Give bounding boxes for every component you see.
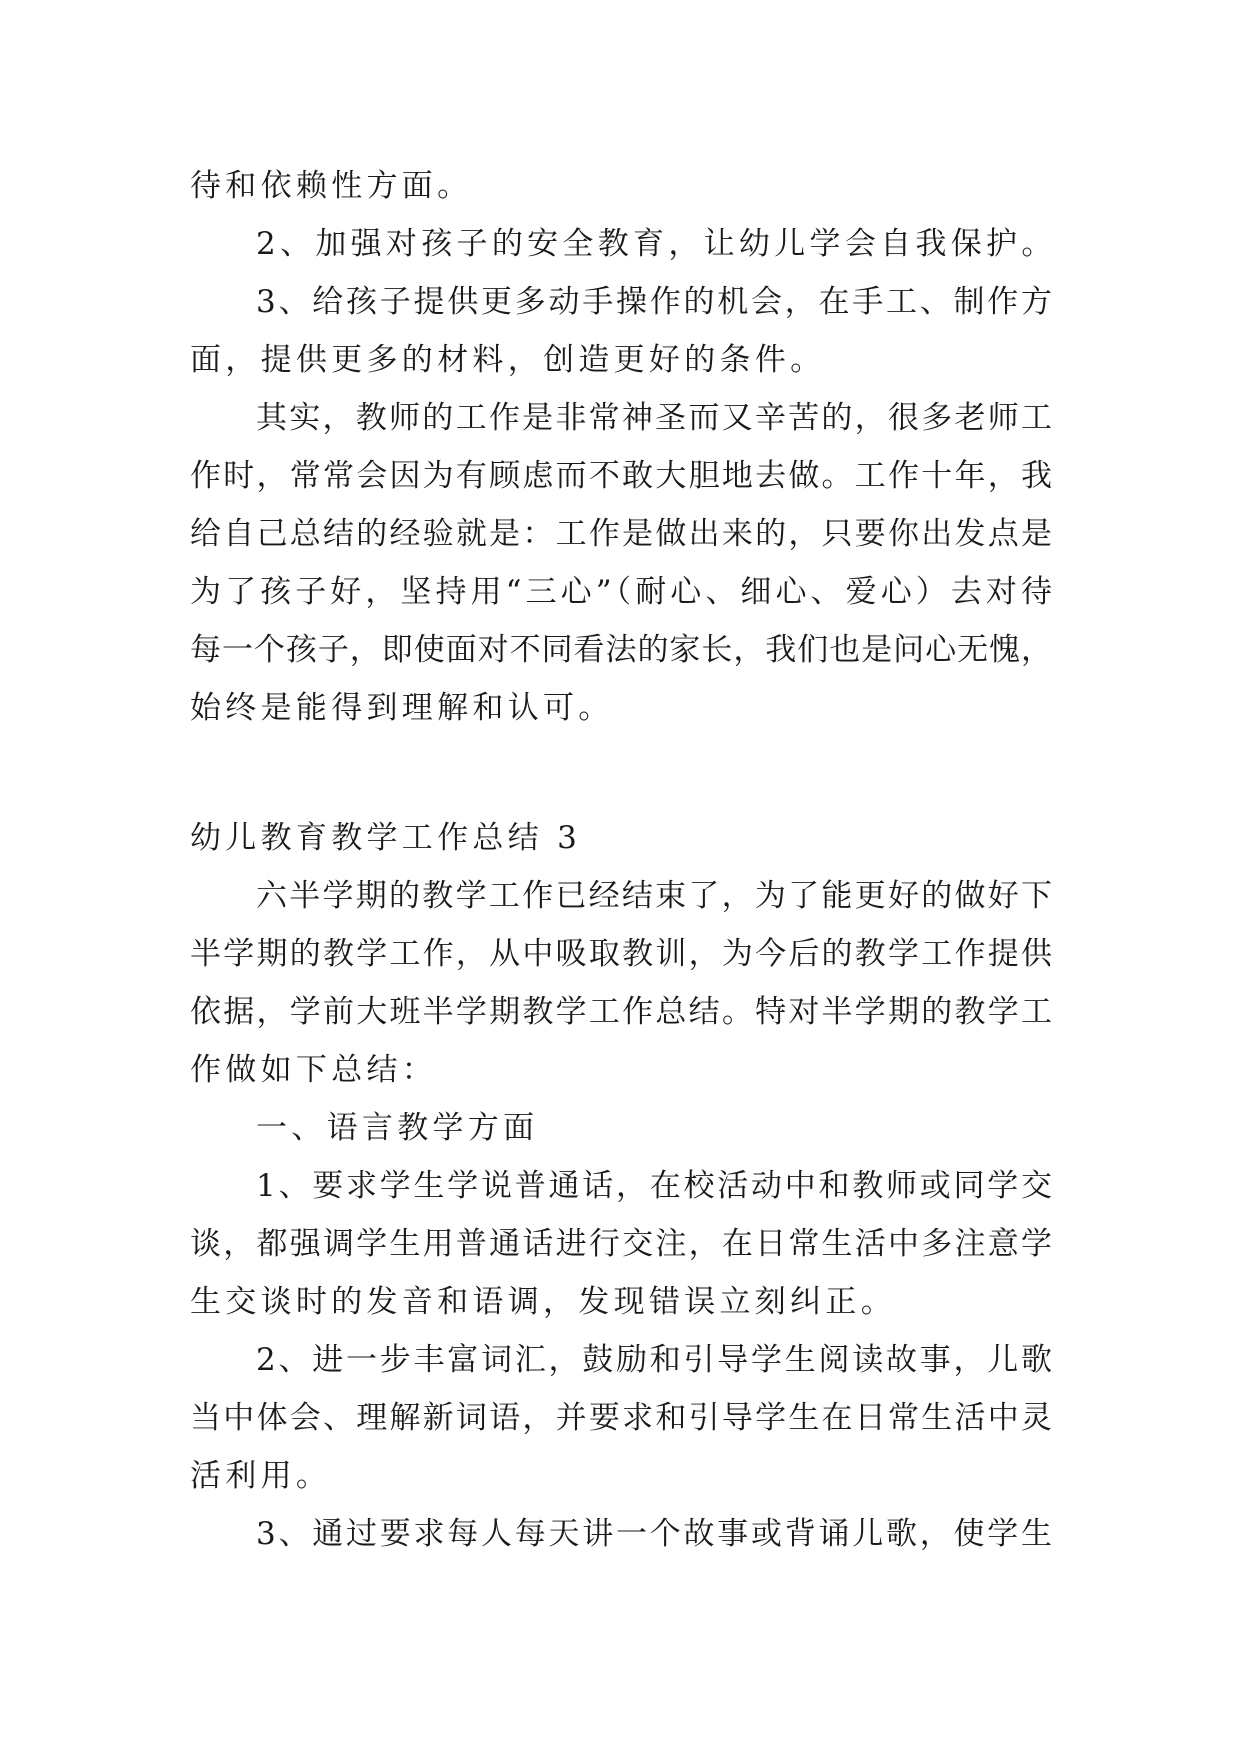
section-gap xyxy=(190,737,1052,809)
paragraph-line: 作时，常常会因为有顾虑而不敢大胆地去做。工作十年，我 xyxy=(190,458,1052,494)
list-item-2: 2、加强对孩子的安全教育，让幼儿学会自我保护。 xyxy=(256,226,1057,262)
paragraph-line: 生交谈时的发音和语调，发现错误立刻纠正。 xyxy=(190,1284,896,1320)
list-item-3: 3、给孩子提供更多动手操作的机会，在手工、制作方 xyxy=(256,284,1052,320)
paragraph-start: 六半学期的教学工作已经结束了，为了能更好的做好下 xyxy=(256,878,1052,914)
document-page xyxy=(190,157,1057,1563)
paragraph-line: 作做如下总结： xyxy=(190,1052,438,1088)
list-item-2: 2、进一步丰富词汇，鼓励和引导学生阅读故事，儿歌 xyxy=(256,1342,1052,1378)
list-item-1: 1、要求学生学说普通话，在校活动中和教师或同学交 xyxy=(256,1168,1052,1204)
paragraph-line: 面，提供更多的材料，创造更好的条件。 xyxy=(190,342,826,378)
paragraph-line: 始终是能得到理解和认可。 xyxy=(190,690,614,726)
paragraph-start: 其实，教师的工作是非常神圣而又辛苦的，很多老师工 xyxy=(256,400,1052,436)
paragraph-line: 给自己总结的经验就是：工作是做出来的，只要你出发点是 xyxy=(190,516,1052,552)
paragraph-line: 谈，都强调学生用普通话进行交注，在日常生活中多注意学 xyxy=(190,1226,1052,1262)
list-item-3: 3、通过要求每人每天讲一个故事或背诵儿歌，使学生 xyxy=(256,1516,1052,1552)
subsection-heading: 一、语言教学方面 xyxy=(256,1110,539,1146)
paragraph-line: 依据，学前大班半学期教学工作总结。特对半学期的教学工 xyxy=(190,994,1052,1030)
paragraph-line: 每一个孩子，即使面对不同看法的家长，我们也是问心无愧， xyxy=(190,632,1052,668)
paragraph-line: 为了孩子好，坚持用“三心”（耐心、细心、爱心）去对待 xyxy=(190,574,1052,610)
paragraph-line: 待和依赖性方面。 xyxy=(190,168,473,204)
paragraph-line: 当中体会、理解新词语，并要求和引导学生在日常生活中灵 xyxy=(190,1400,1052,1436)
paragraph-line: 活利用。 xyxy=(190,1458,332,1494)
paragraph-line: 半学期的教学工作，从中吸取教训，为今后的教学工作提供 xyxy=(190,936,1052,972)
section-heading: 幼儿教育教学工作总结 3 xyxy=(190,820,582,856)
